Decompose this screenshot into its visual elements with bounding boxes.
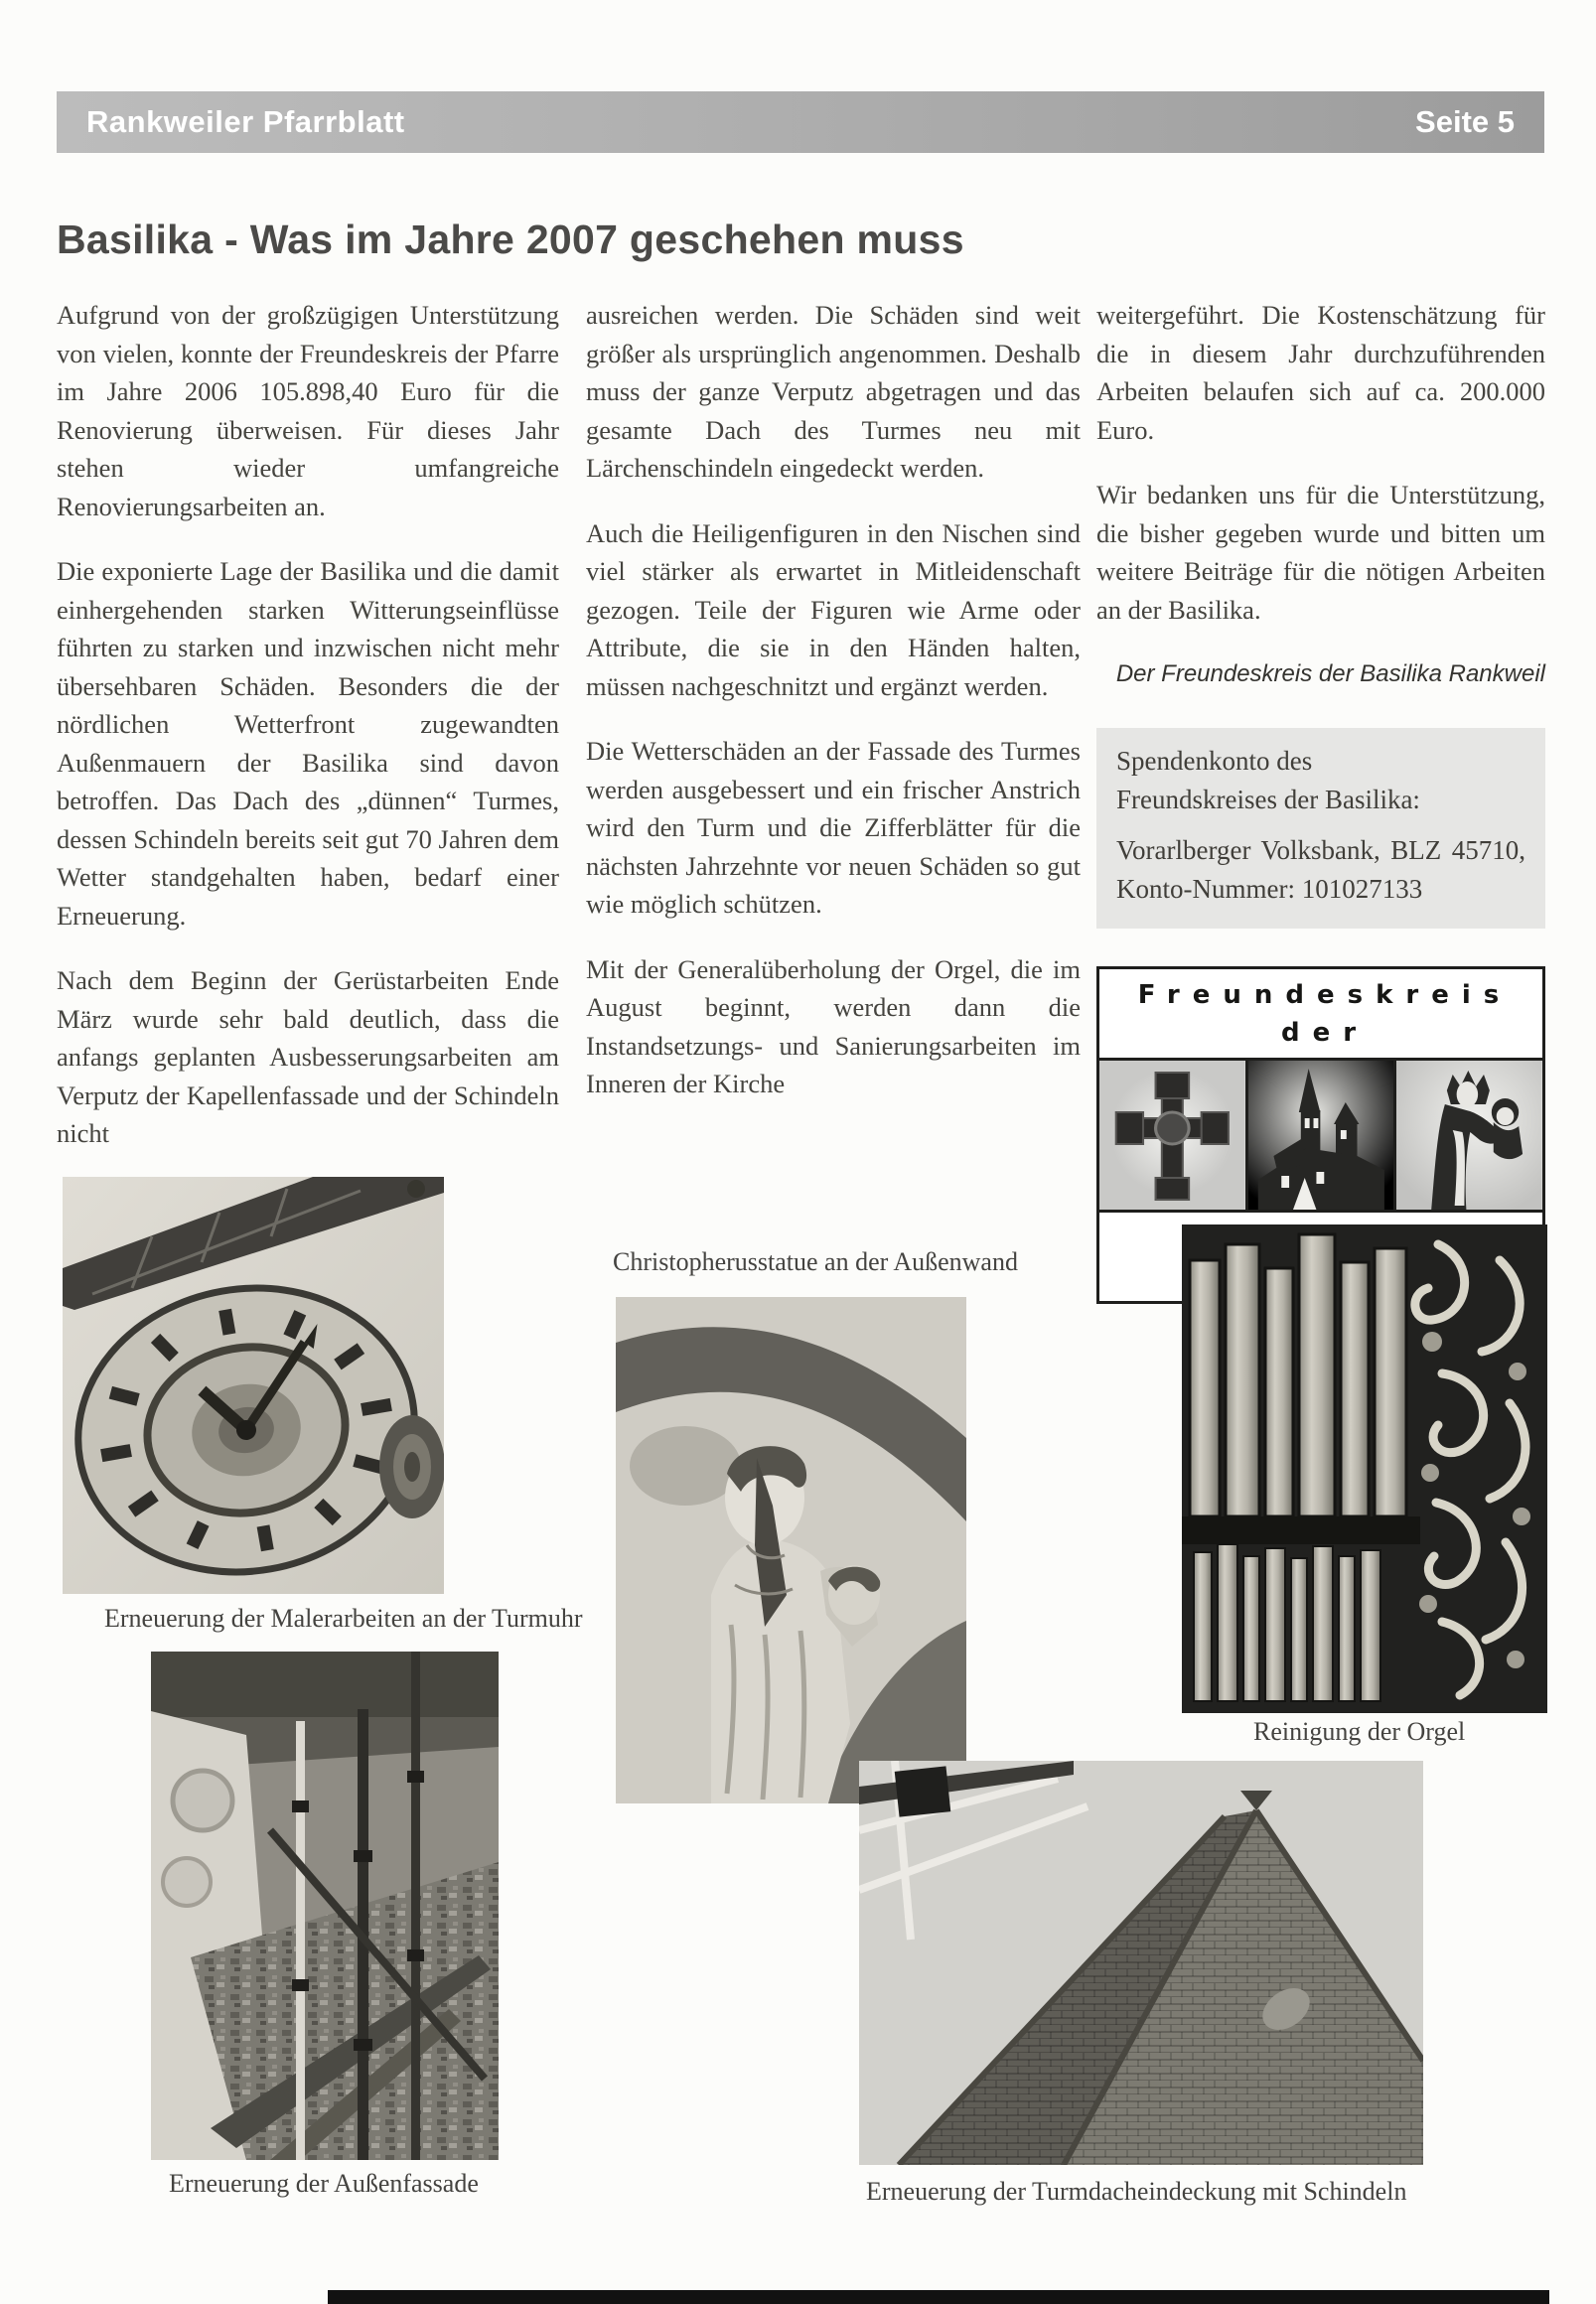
donation-box-heading-line2: Freundskreises der Basilika: [1116,784,1420,814]
paragraph: weitergeführt. Die Kostenschätzung für die in diesem Jahr durchzuführenden Arbeiten belaufen sich auf ca. 200.000 Euro. [1096,300,1545,445]
basilica-icon [1248,1061,1394,1210]
logo-cell-basilica [1248,1061,1397,1210]
paragraph: Wir bedanken uns für die Unterstützung, die bisher gegeben wurde und bitten um weitere Beiträge für die nötigen Arbeiten an der Basilika. [1096,480,1545,625]
statue-photo-illustration [616,1297,966,1803]
page-number: Seite 5 [1415,104,1515,139]
donation-box-heading-line1: Spendenkonto des [1116,745,1313,776]
paragraph: Nach dem Beginn der Gerüstarbeiten Ende März wurde sehr bald deutlich, dass die anfangs geplanten Ausbesserungsarbeiten am Verputz der Kapellenfassade und der Schindeln nicht [57,965,559,1148]
statue-photo [616,1297,966,1803]
roof-photo [859,1761,1423,2165]
organ-caption: Reinigung der Orgel [1253,1717,1466,1746]
text-column-1 [57,296,559,1180]
logo-image-strip [1099,1058,1542,1213]
facade-scaffold-photo [151,1652,499,2160]
clock-photo-illustration [63,1177,444,1594]
cross-icon [1099,1061,1245,1210]
organ-photo-illustration [1182,1224,1547,1713]
roof-photo-illustration [859,1761,1423,2165]
facade-caption: Erneuerung der Außenfassade [169,2169,479,2198]
logo-cell-cross [1099,1061,1248,1210]
bottom-scan-bar [328,2290,1549,2304]
madonna-icon [1396,1061,1542,1210]
paragraph: Mit der Generalüberholung der Orgel, die im August beginnt, werden dann die Instandsetzungs- und Sanierungsarbeiten im Inneren der Kirche [586,953,1081,1098]
text-column-3 [1096,296,1545,1304]
paragraph: Die exponierte Lage der Basilika und die damit einhergehenden starken Witterungseinflüsse führten zu starken und inzwischen nicht mehr übersehbaren Schäden. Besonders die der nördlichen Wetterfront zugewandten Außenmauern der Basilika sind davon betroffen. Das Dach des „dünnen“ Turmes, dessen Schindeln bereits seit gut 70 Jahren dem Wetter standgehalten haben, bedarf einer Erneuerung. [57,556,559,931]
statue-caption: Christopherusstatue an der Außenwand [613,1247,1018,1276]
header-bar [57,91,1544,153]
text-column-2 [586,296,1081,1130]
masthead-title: Rankweiler Pfarrblatt [86,104,405,139]
roof-caption: Erneuerung der Turmdacheindeckung mit Schindeln [866,2177,1407,2206]
organ-photo [1182,1224,1547,1713]
clock-photo [63,1177,444,1594]
donation-account-details: Vorarlberger Volksbank, BLZ 45710, Konto-Nummer: 101027133 [1116,834,1525,904]
donation-account-box [1096,728,1545,929]
article-title: Basilika - Was im Jahre 2007 geschehen muss [57,216,964,262]
article-signature: Der Freundeskreis der Basilika Rankweil [1115,660,1545,687]
clock-caption: Erneuerung der Malerarbeiten an der Turmuhr [104,1604,583,1633]
paragraph: Aufgrund von der großzügigen Unterstützung von vielen, konnte der Freundeskreis der Pfarre im Jahre 2006 105.898,40 Euro für die Renovierung überweisen. Für dieses Jahr stehen wieder umfangreiche Renovierungsarbeiten an. [57,300,559,521]
logo-cell-madonna [1396,1061,1542,1210]
paragraph: ausreichen werden. Die Schäden sind weit größer als ursprünglich angenommen. Deshalb muss der ganze Verputz abgetragen und das gesamte Dach des Turmes neu mit Lärchenschindeln eingedeckt werden. [586,300,1081,483]
facade-scaffold-photo-illustration [151,1652,499,2160]
paragraph: Auch die Heiligenfiguren in den Nischen sind viel stärker als erwartet in Mitleidenschaft gezogen. Teile der Figuren wie Arme oder Attribute, die sie in den Händen halten, müssen nachgeschnitzt und ergänzt werden. [586,517,1081,701]
paragraph: Die Wetterschäden an der Fassade des Turmes werden ausgebessert und ein frischer Anstrich wird den Turm und die Zifferblätter für die nächsten Jahrzehnte vor neuen Schäden so gut wie möglich schützen. [586,736,1081,919]
logo-text-top: Freundeskreis der [1137,979,1513,1048]
